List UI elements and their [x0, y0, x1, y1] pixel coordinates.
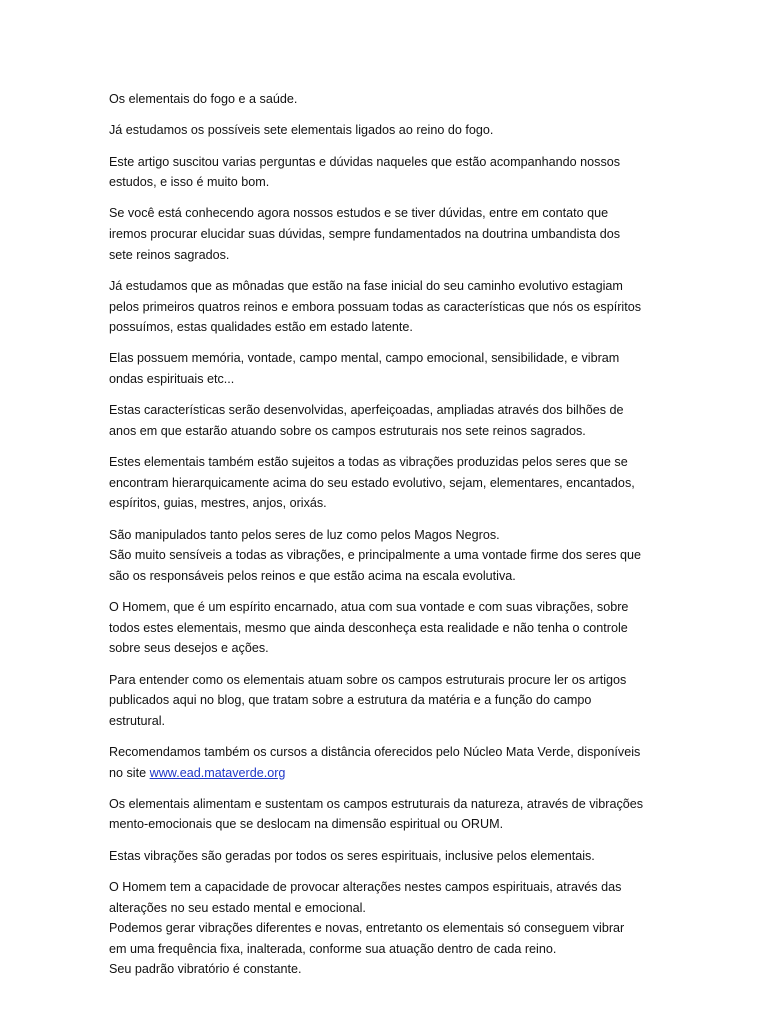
paragraph-line: ondas espirituais etc... [109, 371, 235, 386]
paragraph-14 [109, 877, 669, 980]
paragraph-line: sobre seus desejos e ações. [109, 641, 269, 656]
paragraph-6 [109, 400, 669, 441]
paragraph-line: Podemos gerar vibrações diferentes e novas, entretanto os elementais só conseguem vibrar [109, 921, 625, 936]
site-link[interactable]: www.ead.mataverde.org [149, 765, 286, 780]
paragraph-3 [109, 203, 669, 265]
paragraph-12 [109, 794, 669, 835]
paragraph-line: Estes elementais também estão sujeitos a todas as vibrações produzidas pelos seres que se [109, 455, 628, 470]
paragraph-5 [109, 348, 669, 389]
paragraph-line: O Homem tem a capacidade de provocar alterações nestes campos espirituais, através das [109, 880, 622, 895]
paragraph-line: São muito sensíveis a todas as vibrações, e principalmente a uma vontade firme dos seres que [109, 548, 642, 563]
paragraph-line: Se você está conhecendo agora nossos estudos e se tiver dúvidas, entre em contato que [109, 206, 609, 221]
paragraph-line: todos estes elementais, mesmo que ainda desconheça esta realidade e não tenha o controle [109, 620, 628, 635]
paragraph-line: São manipulados tanto pelos seres de luz como pelos Magos Negros. [109, 527, 500, 542]
paragraph-line: Estas vibrações são geradas por todos os seres espirituais, inclusive pelos elementais. [109, 848, 595, 863]
paragraph-line: publicados aqui no blog, que tratam sobre a estrutura da matéria e a função do campo [109, 693, 592, 708]
paragraph-line: Os elementais alimentam e sustentam os campos estruturais da natureza, através de vibrações [109, 796, 644, 811]
paragraph-13 [109, 846, 669, 867]
document-page [109, 89, 669, 991]
paragraph-line: Já estudamos que as mônadas que estão na fase inicial do seu caminho evolutivo estagiam [109, 278, 623, 293]
paragraph-9 [109, 597, 669, 659]
paragraph-line: Este artigo suscitou varias perguntas e dúvidas naqueles que estão acompanhando nossos [109, 154, 621, 169]
paragraph-line: encontram hierarquicamente acima do seu estado evolutivo, sejam, elementares, encantados, [109, 475, 635, 490]
paragraph-2 [109, 152, 669, 193]
paragraph-line: estrutural. [109, 713, 165, 728]
paragraph-8 [109, 525, 669, 587]
paragraph-line: possuímos, estas qualidades estão em estado latente. [109, 320, 413, 335]
paragraph-line: mento-emocionais que se deslocam na dimensão espiritual ou ORUM. [109, 817, 504, 832]
paragraph-line: estudos, e isso é muito bom. [109, 175, 270, 190]
paragraph-line: Já estudamos os possíveis sete elementais ligados ao reino do fogo. [109, 123, 494, 138]
paragraph-line-with-link [109, 763, 669, 784]
paragraph-line: Para entender como os elementais atuam sobre os campos estruturais procure ler os artigos [109, 672, 627, 687]
link-prefix-text: no site [109, 765, 150, 780]
paragraph-line: O Homem, que é um espírito encarnado, atua com sua vontade e com suas vibrações, sobre [109, 600, 629, 615]
paragraph-1 [109, 120, 669, 141]
paragraph-4 [109, 276, 669, 338]
document-title [109, 89, 669, 110]
paragraph-line: Seu padrão vibratório é constante. [109, 962, 302, 977]
paragraph-line: sete reinos sagrados. [109, 247, 230, 262]
paragraph-10 [109, 670, 669, 732]
paragraph-line: anos em que estarão atuando sobre os campos estruturais nos sete reinos sagrados. [109, 423, 586, 438]
paragraph-11 [109, 742, 669, 783]
paragraph-line: pelos primeiros quatros reinos e embora possuam todas as características que nós os espíritos [109, 299, 641, 314]
paragraph-7 [109, 452, 669, 514]
title-line: Os elementais do fogo e a saúde. [109, 92, 298, 106]
paragraph-line: são os responsáveis pelos reinos e que estão acima na escala evolutiva. [109, 568, 516, 583]
paragraph-line: Recomendamos também os cursos a distância oferecidos pelo Núcleo Mata Verde, disponíveis [109, 745, 641, 759]
paragraph-line: Estas características serão desenvolvidas, aperfeiçoadas, ampliadas através dos bilhões de [109, 403, 624, 418]
paragraph-line: em uma frequência fixa, inalterada, conforme sua atuação dentro de cada reino. [109, 941, 557, 956]
paragraph-line: alterações no seu estado mental e emocional. [109, 900, 366, 915]
paragraph-line: Elas possuem memória, vontade, campo mental, campo emocional, sensibilidade, e vibram [109, 351, 620, 366]
paragraph-line: iremos procurar elucidar suas dúvidas, sempre fundamentados na doutrina umbandista dos [109, 227, 621, 242]
paragraph-line: espíritos, guias, mestres, anjos, orixás. [109, 496, 327, 511]
